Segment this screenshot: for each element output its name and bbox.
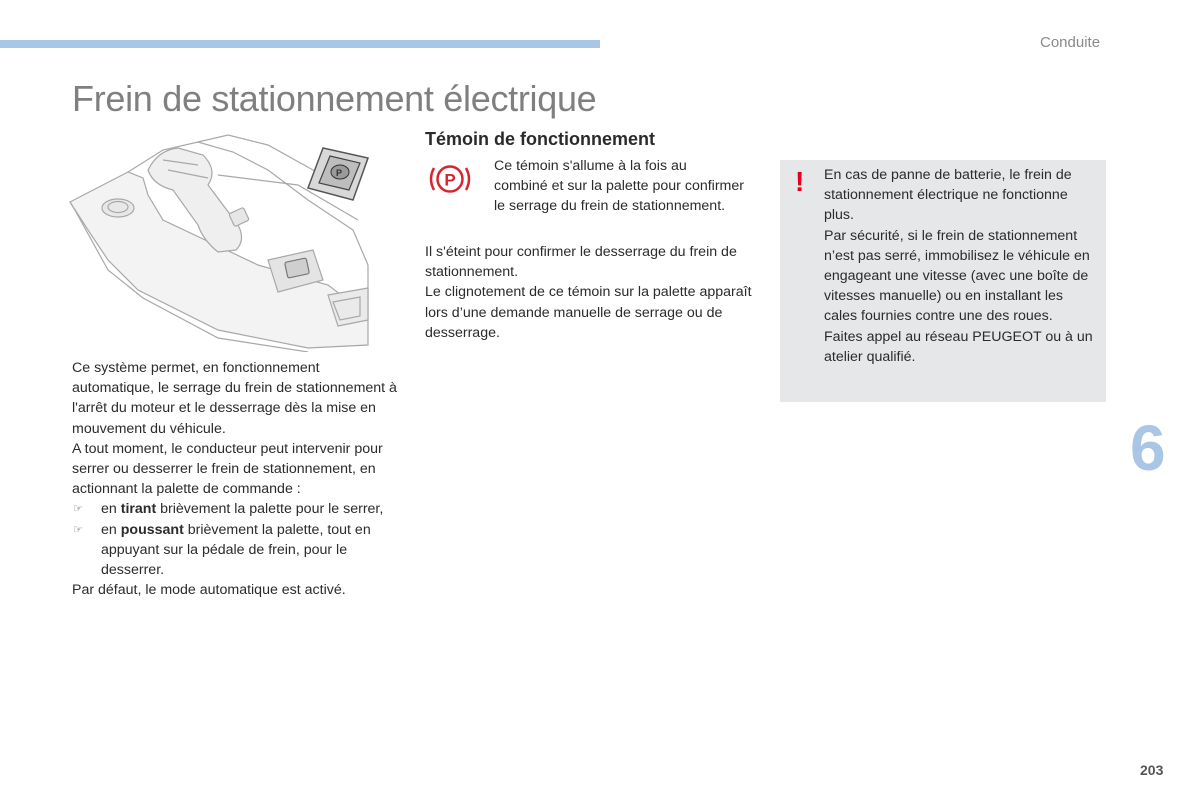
temoin-off-text: Il s'éteint pour confirmer le desserrage du frein de stationnement. <box>425 244 737 281</box>
warning-line: En cas de panne de batterie, le frein de stationnement électrique ne fonctionne plus. <box>824 167 1072 224</box>
temoin-blink-text: Le clignotement de ce témoin sur la palette apparaît lors d’une demande manuelle de serrage ou de desserrage. <box>425 284 752 341</box>
warning-line: Par sécurité, si le frein de stationnement n’est pas serré, immobilisez le véhicule en engageant une vitesse (avec une boîte de vitesses manuelle) ou en installant les cales fournies contre une des roues. <box>824 227 1090 325</box>
description-column <box>72 358 402 600</box>
console-illustration <box>68 130 398 352</box>
page-number: 203 <box>1140 762 1164 778</box>
svg-text:P: P <box>444 170 456 190</box>
warning-exclamation-icon: ! <box>795 166 805 197</box>
intro-paragraph: Ce système permet, en fonctionnement automatique, le serrage du frein de stationnement à l'arrêt du moteur et le desserrage dès la mise en mouvement du véhicule. <box>72 360 397 437</box>
section-label: Conduite <box>1040 34 1101 51</box>
list-item: ☞ en tirant brièvement la palette pour le serrer, <box>72 499 402 519</box>
warning-line: Faites appel au réseau PEUGEOT ou à un atelier qualifié. <box>824 328 1093 365</box>
header-accent-bar <box>0 40 600 48</box>
manual-paragraph: A tout moment, le conducteur peut intervenir pour serrer ou desserrer le frein de stationnement, en actionnant la palette de commande : <box>72 440 383 498</box>
default-mode-paragraph: Par défaut, le mode automatique est activé. <box>72 582 346 599</box>
pointing-hand-icon: ☞ <box>73 523 83 536</box>
pointing-hand-icon: ☞ <box>73 503 83 516</box>
parking-brake-switch-icon <box>308 148 368 200</box>
page-title: Frein de stationnement électrique <box>72 78 597 119</box>
temoin-on-text: Ce témoin s'allume à la fois au combiné et sur la palette pour confirmer le serrage du frein de stationnement. <box>494 158 744 215</box>
warning-box <box>780 160 1106 402</box>
parking-brake-icon <box>427 162 473 196</box>
temoin-column <box>425 126 755 343</box>
list-item: ☞ en poussant brièvement la palette, tout en appuyant sur la pédale de frein, pour le desserrer. <box>73 521 371 579</box>
temoin-heading: Témoin de fonctionnement <box>425 129 656 149</box>
svg-text:P: P <box>336 168 343 178</box>
temoin-row <box>425 156 755 236</box>
warning-text <box>824 165 1096 367</box>
chapter-number: 6 <box>1130 412 1166 484</box>
temoin-details <box>425 242 755 343</box>
